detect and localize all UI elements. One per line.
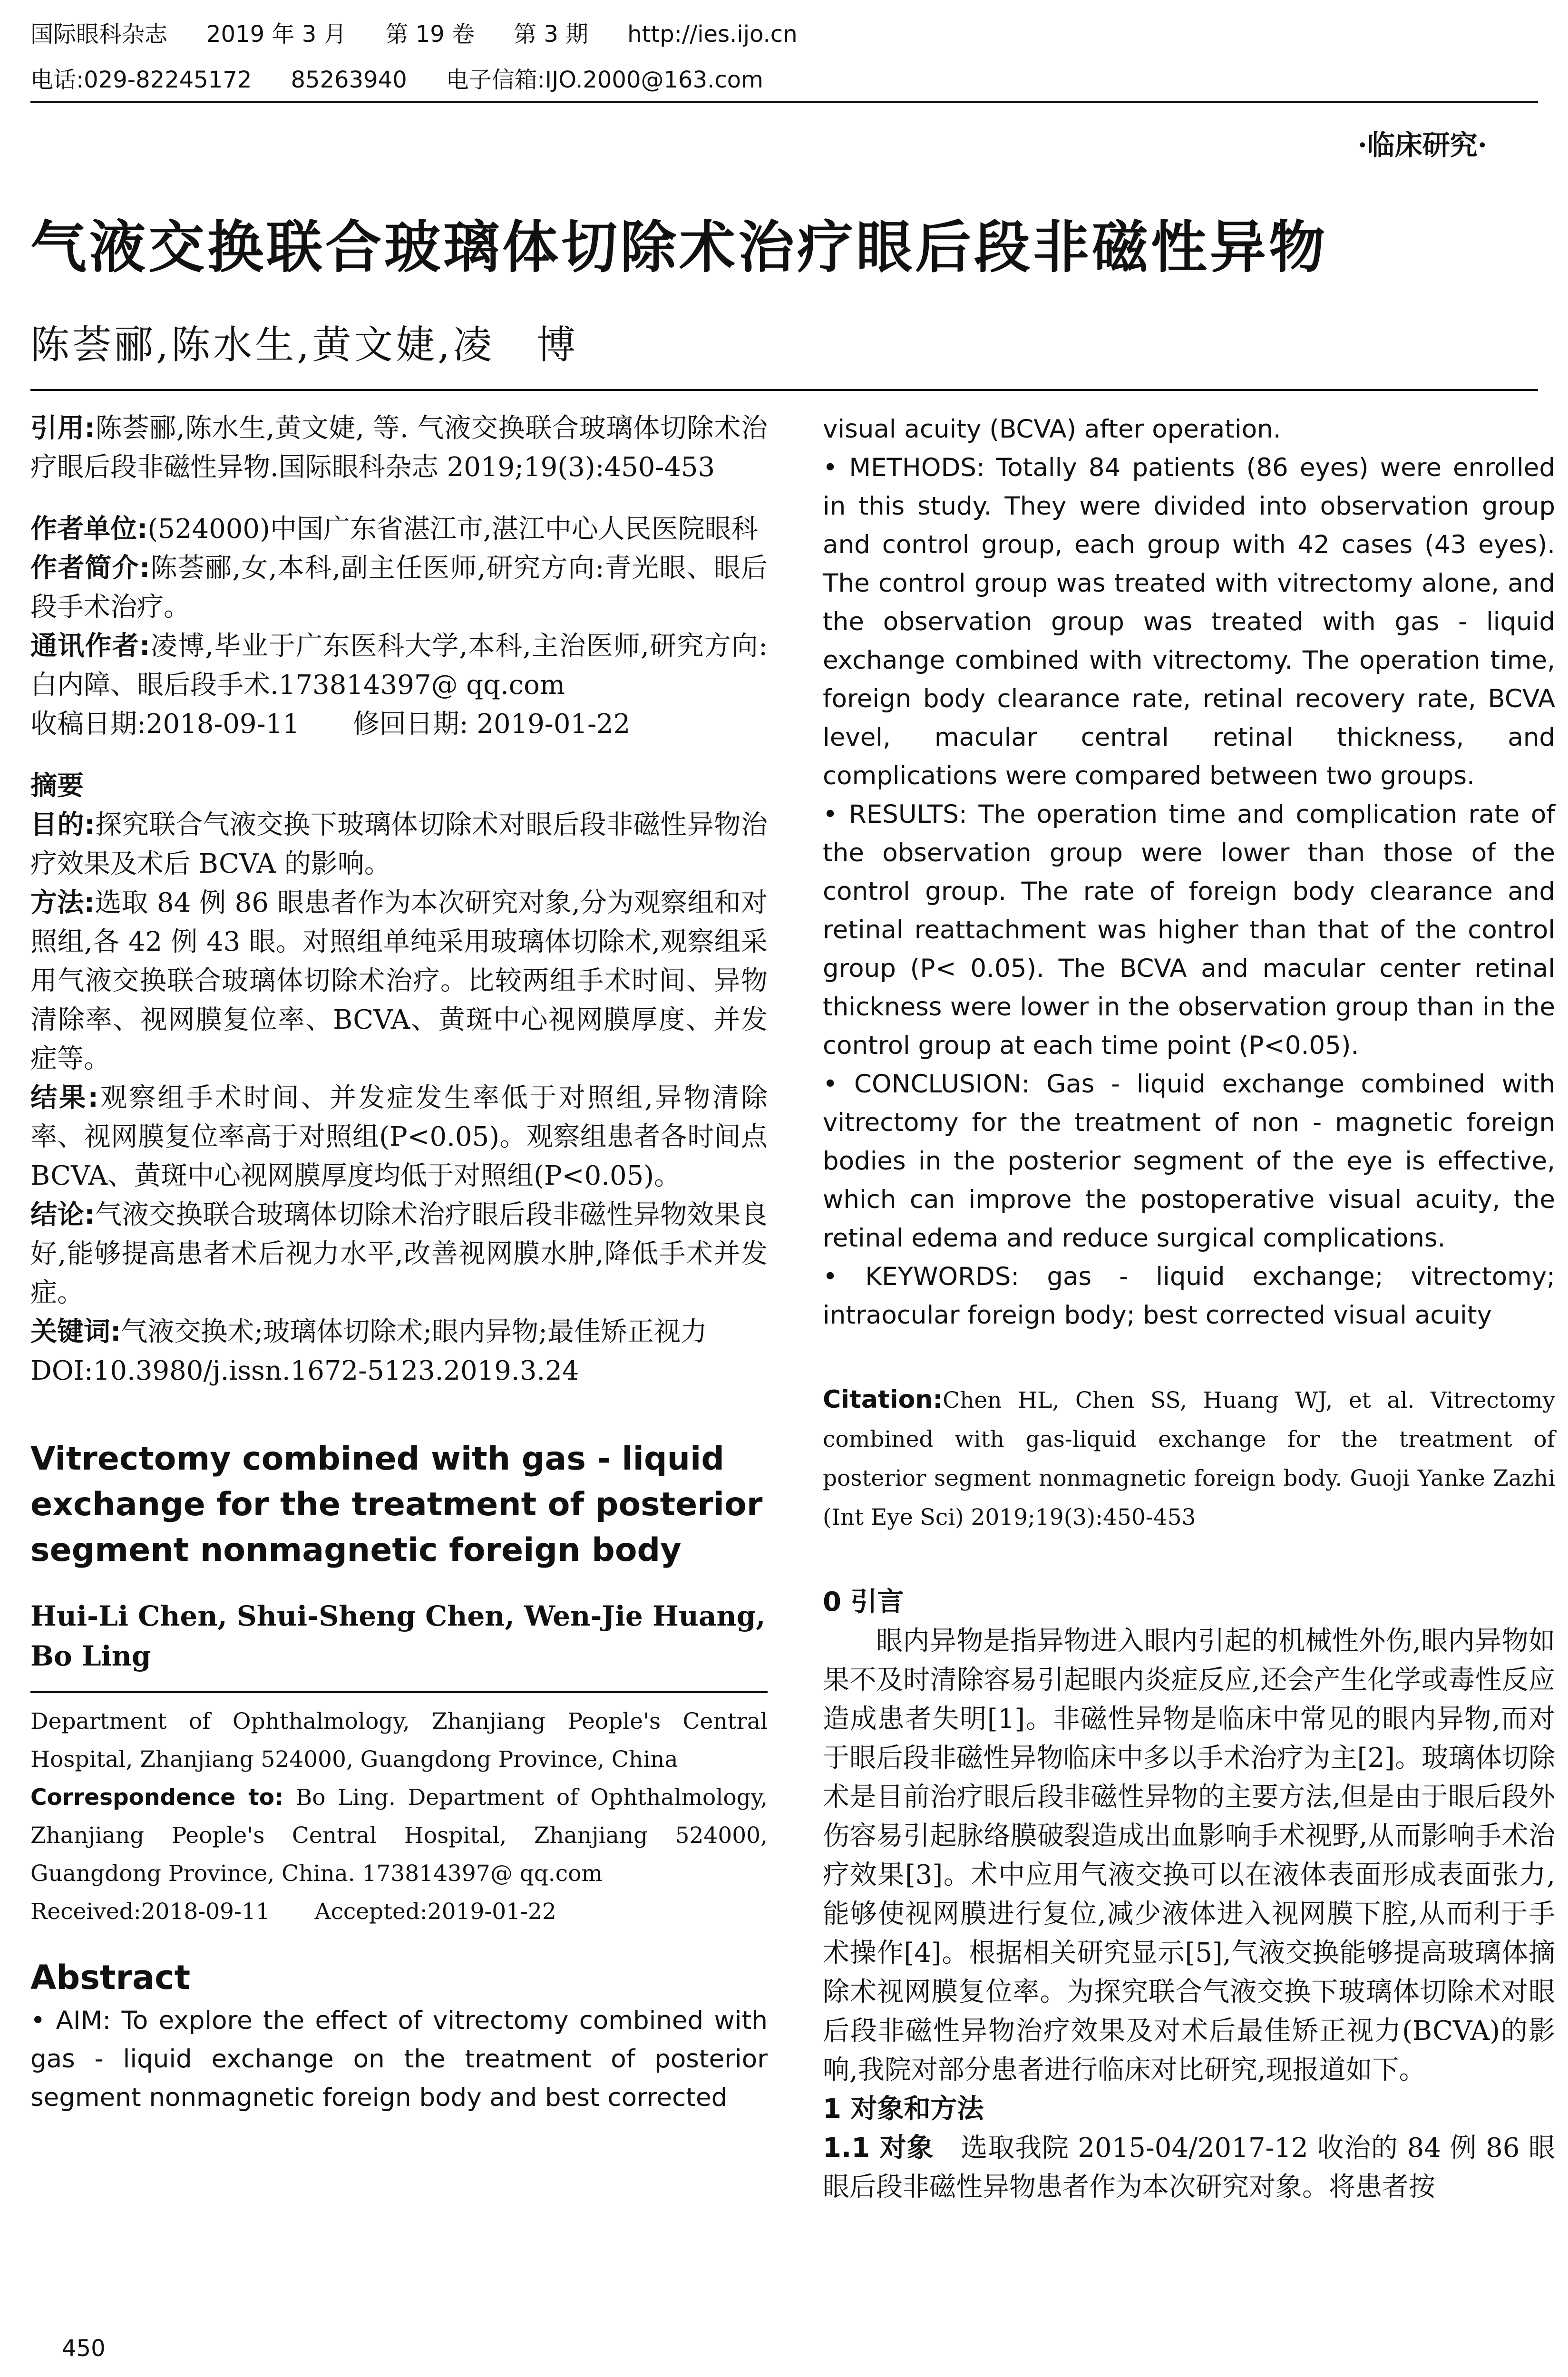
aim-en: • AIM: To explore the effect of vitrectomy combined with gas - liquid exchange on the treatment of posterior segment nonmagnetic foreign body and best corrected [30, 2006, 768, 2112]
methods-heading: 1 对象和方法 [823, 2094, 984, 2124]
journal-url[interactable]: http://ies.ijo.cn [627, 21, 798, 48]
english-dates: Received:2018-09-11 Accepted:2019-01-22 [30, 1899, 556, 1925]
journal-header-line1 [30, 20, 837, 49]
citation-cn-label: 引用: [30, 413, 95, 444]
email[interactable]: 电子信箱:IJO.2000@163.com [446, 67, 763, 93]
results-cn: 结果:观察组手术时间、并发症发生率低于对照组,异物清除率、视网膜复位率高于对照组(P<0.05)。观察组患者各时间点 BCVA、黄斑中心视网膜厚度均低于对照组(P<0.05)。 [30, 1082, 768, 1191]
title-rule [30, 389, 1538, 391]
left-column [30, 409, 768, 2117]
english-title: Vitrectomy combined with gas - liquid exchange for the treatment of posterior segment nonmagnetic foreign body [30, 1440, 763, 1569]
english-authors: Hui-Li Chen, Shui-Sheng Chen, Wen-Jie Huang, Bo Ling [30, 1600, 766, 1672]
aim-cn: 目的:探究联合气液交换下玻璃体切除术对眼后段非磁性异物治疗效果及术后 BCVA 的影响。 [30, 809, 768, 879]
issue-number: 第 3 期 [514, 21, 589, 48]
issue-date: 2019 年 3 月 [206, 21, 347, 48]
affiliation-cn: 作者单位:(524000)中国广东省湛江市,湛江中心人民医院眼科 [30, 514, 758, 545]
conclusion-en: • CONCLUSION: Gas - liquid exchange combined with vitrectomy for the treatment of non - magnetic foreign bodies in the posterior segment of the eye is effective, which can improve the postoperative visual acuity, the retinal edema and reduce surgical complications. [823, 1070, 1555, 1253]
author-bio-cn: 作者简介:陈荟郦,女,本科,副主任医师,研究方向:青光眼、眼后段手术治疗。 [30, 553, 768, 623]
citation-en: Citation:Chen HL, Chen SS, Huang WJ, et al. Vitrectomy combined with gas-liquid exchange for the treatment of posterior segment nonmagnetic foreign body. Guoji Yanke Zazhi (Int Eye Sci) 2019;19(3):450-453 [823, 1385, 1555, 1530]
english-correspondence: Correspondence to: Bo Ling. Department of Ophthalmology, Zhanjiang People's Central Hospital, Zhanjiang 524000, Guangdong Province, China. 173814397@ qq.com [30, 1784, 768, 1887]
methods-cn: 方法:选取 84 例 86 眼患者作为本次研究对象,分为观察组和对照组,各 42 例 43 眼。对照组单纯采用玻璃体切除术,观察组采用气液交换联合玻璃体切除术治疗。比较两组手术时间、异物清除率、视网膜复位率、BCVA、黄斑中心视网膜厚度、并发症等。 [30, 887, 768, 1074]
methods-en: • METHODS: Totally 84 patients (86 eyes) were enrolled in this study. They were divided into observation group and control group, each group with 42 cases (43 eyes). The control group was treated with vitrectomy alone, and the observation group was treated with gas - liquid exchange combined with vitrectomy. The operation time, foreign body clearance rate, retinal recovery rate, BCVA level, macular central retinal thickness, and complications were compared between two groups. [823, 453, 1555, 790]
doi[interactable]: DOI:10.3980/j.issn.1672-5123.2019.3.24 [30, 1355, 579, 1386]
keywords-en: • KEYWORDS: gas - liquid exchange; vitrectomy; intraocular foreign body; best corrected visual acuity [823, 1262, 1555, 1330]
subjects-paragraph: 1.1 对象 选取我院 2015-04/2017-12 收治的 84 例 86 眼眼后段非磁性异物患者作为本次研究对象。将患者按 [823, 2133, 1556, 2202]
section-tag: ·临床研究· [1357, 129, 1487, 161]
authors-cn: 陈荟郦,陈水生,黄文婕,凌 博 [30, 322, 579, 368]
volume: 第 19 卷 [385, 21, 475, 48]
keywords-cn: 关键词:气液交换术;玻璃体切除术;眼内异物;最佳矫正视力 [30, 1316, 708, 1347]
intro-text: 眼内异物是指异物进入眼内引起的机械性外伤,眼内异物如果不及时清除容易引起眼内炎症反应,还会产生化学或毒性反应造成患者失明[1]。非磁性异物是临床中常见的眼内异物,而对于眼后段非磁性异物临床中多以手术治疗为主[2]。玻璃体切除术是目前治疗眼后段非磁性异物的主要方法,但是由于眼后段外伤容易引起脉络膜破裂造成出血影响手术视野,从而影响手术治疗效果[3]。术中应用气液交换可以在液体表面形成表面张力,能够使视网膜进行复位,减少液体进入视网膜下腔,从而利于手术操作[4]。根据相关研究显示[5],气液交换能够提高玻璃体摘除术视网膜复位率。为探究联合气液交换下玻璃体切除术对眼后段非磁性异物治疗效果及对术后最佳矫正视力(BCVA)的影响,我院对部分患者进行临床对比研究,现报道如下。 [823, 1626, 1555, 2085]
english-department: Department of Ophthalmology, Zhanjiang People's Central Hospital, Zhanjiang 524000, Guangdong Province, China [30, 1708, 768, 1773]
journal-name: 国际眼科杂志 [30, 21, 168, 48]
page-title: 气液交换联合玻璃体切除术治疗眼后段非磁性异物 [30, 214, 1328, 280]
dates-cn: 收稿日期:2018-09-11 修回日期: 2019-01-22 [30, 709, 631, 740]
intro-heading: 0 引言 [823, 1587, 904, 1617]
authors-rule [30, 1691, 768, 1693]
header-rule [30, 101, 1538, 103]
abstract-heading-cn: 摘要 [30, 770, 84, 801]
citation-cn: 引用:陈荟郦,陈水生,黄文婕, 等. 气液交换联合玻璃体切除术治疗眼后段非磁性异物.国际眼科杂志 2019;19(3):450-453 [30, 413, 768, 483]
phone-2: 85263940 [291, 67, 407, 93]
page-number: 450 [62, 2335, 106, 2362]
phone: 电话:029-82245172 [30, 67, 252, 93]
right-column [823, 410, 1555, 2207]
abstract-heading-en: Abstract [30, 1958, 191, 1997]
correspondence-cn: 通讯作者:凌博,毕业于广东医科大学,本科,主治医师,研究方向:白内障、眼后段手术.173814397@ qq.com [30, 631, 768, 701]
results-en: • RESULTS: The operation time and complication rate of the observation group were lower than those of the control group. The rate of foreign body clearance and retinal reattachment was higher than that of the control group (P< 0.05). The BCVA and macular center retinal thickness were lower in the observation group than in the control group at each time point (P<0.05). [823, 800, 1555, 1060]
conclusion-cn: 结论:气液交换联合玻璃体切除术治疗眼后段非磁性异物效果良好,能够提高患者术后视力水平,改善视网膜水肿,降低手术并发症。 [30, 1199, 768, 1308]
aim-en-continued: visual acuity (BCVA) after operation. [823, 415, 1281, 444]
journal-header-line2 [30, 66, 802, 94]
